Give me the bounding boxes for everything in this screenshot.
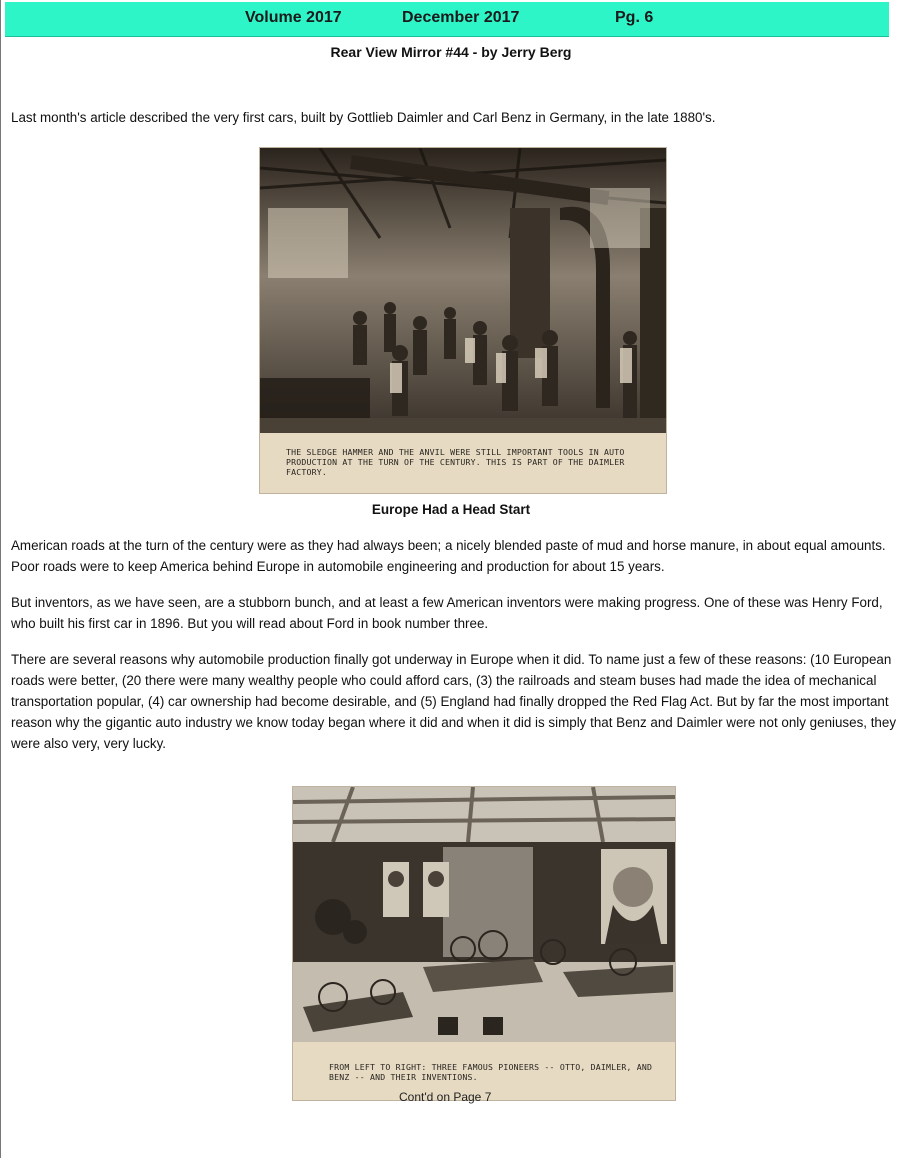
page-number: Pg. 6 (615, 9, 654, 26)
paragraph-roads: American roads at the turn of the century were as they had always been; a nicely blended paste of mud and horse manure, in about equal amounts. Poor roads were to keep America behind Europe in automobile engineering and production for about 15 years. (11, 538, 886, 574)
daimler-factory-photo (260, 148, 666, 493)
museum-image (293, 787, 675, 1042)
date-label: December 2017 (402, 9, 520, 26)
header-bar (5, 2, 889, 37)
pioneers-photo-caption: FROM LEFT TO RIGHT: THREE FAMOUS PIONEERS -- OTTO, DAIMLER, AND BENZ -- AND THEIR INVENTIONS. (293, 1042, 675, 1100)
section-heading: Europe Had a Head Start (371, 502, 531, 517)
factory-image (260, 148, 666, 433)
volume-label: Volume 2017 (245, 9, 342, 26)
factory-photo-caption: THE SLEDGE HAMMER AND THE ANVIL WERE STILL IMPORTANT TOOLS IN AUTO PRODUCTION AT THE TURN OF THE CENTURY. THIS IS PART OF THE DAIMLER FACTORY. (260, 433, 666, 493)
paragraph-reasons: There are several reasons why automobile production finally got underway in Europe when it did. To name just a few of these reasons: (10 European roads were better, (20 there were many wealthy people who could afford cars, (3) the railroads and steam buses had made the idea of mechanical transportation popular, (4) car ownership had become desirable, and (5) England had finally dropped the Red Flag Act. But by far the most important reason why the gigantic auto industry we know today began where it did and when it did is simply that Benz and Daimler were not only geniuses, they were also very, very lucky. (11, 652, 897, 751)
article-title: Rear View Mirror #44 - by Jerry Berg (330, 44, 572, 60)
paragraph-inventors: But inventors, as we have seen, are a stubborn bunch, and at least a few American inventors were making progress. One of these was Henry Ford, who built his first car in 1896. But you will read about Ford in book number three. (11, 595, 883, 631)
intro-paragraph: Last month's article described the very first cars, built by Gottlieb Daimler and Carl Benz in Germany, in the late 1880's. (11, 110, 716, 125)
pioneers-museum-photo (293, 787, 675, 1100)
continued-note: Cont'd on Page 7 (399, 1090, 492, 1104)
